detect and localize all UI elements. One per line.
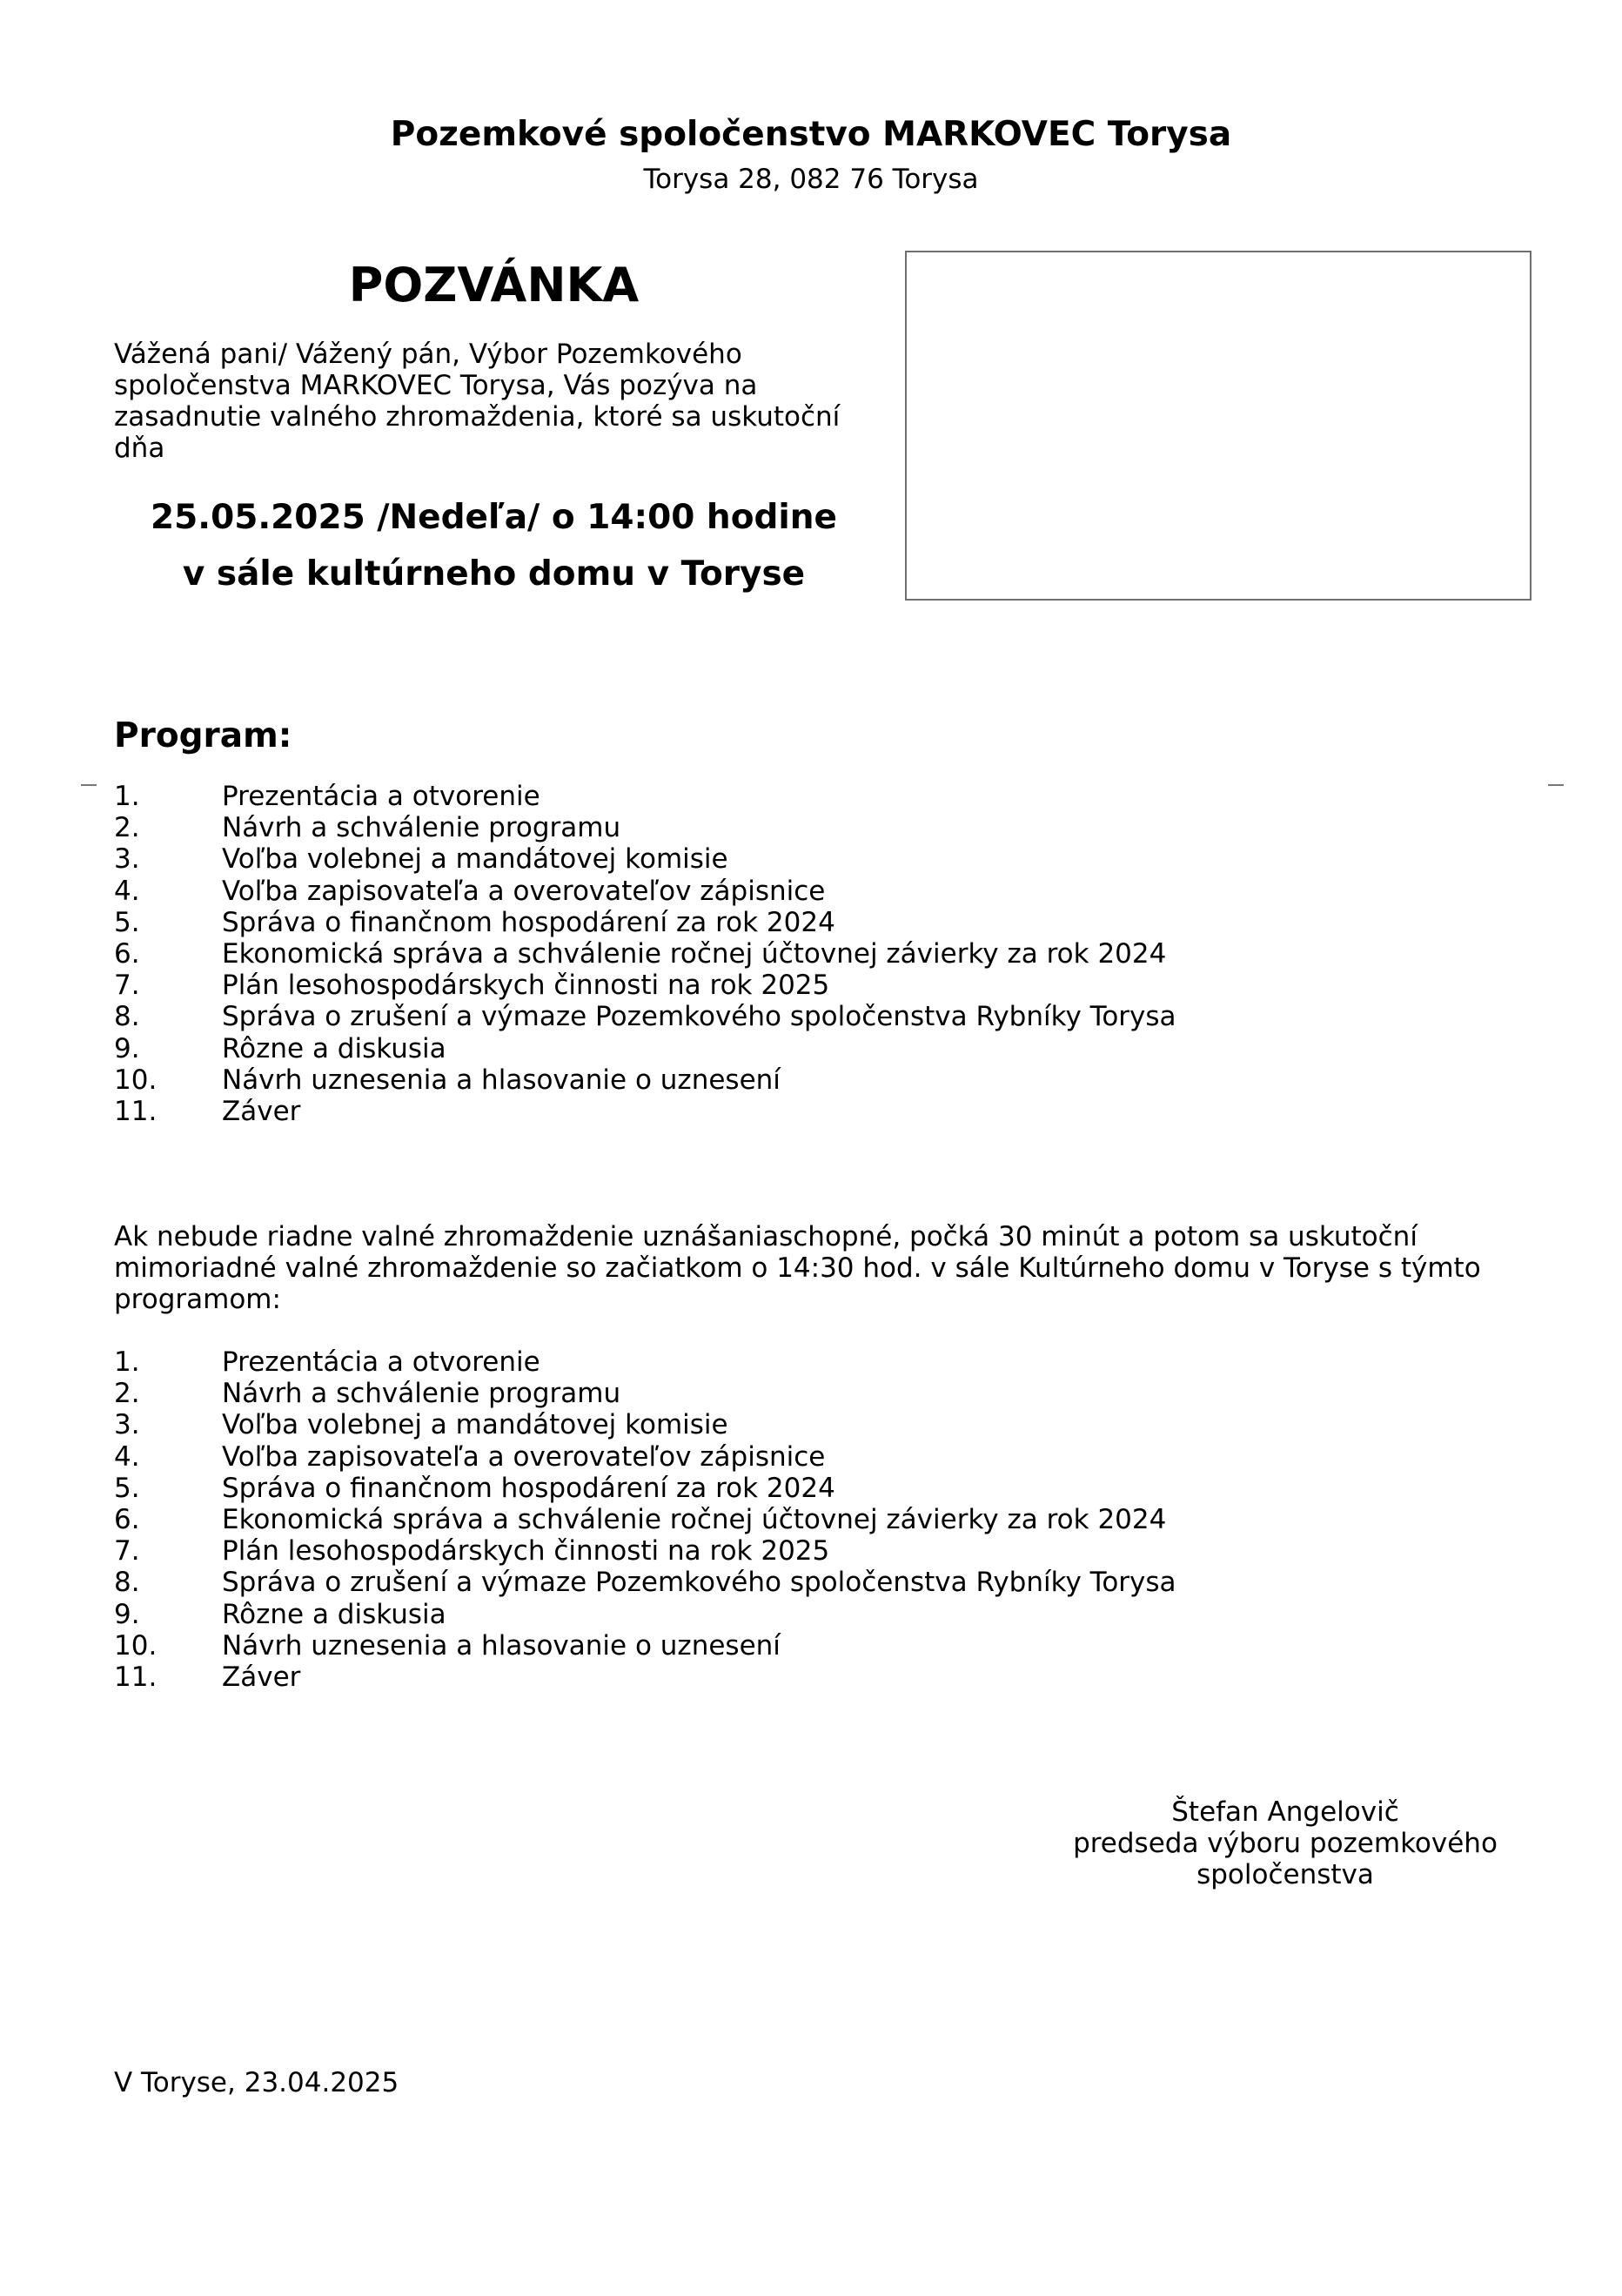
program-item-number: 9. [114,1598,140,1630]
program-item-text: Správa o finančnom hospodárení za rok 2024 [222,1472,835,1504]
program-item-text: Voľba volebnej a mandátovej komisie [222,1409,728,1441]
event-location: v sále kultúrneho domu v Toryse [182,554,806,594]
program-item [114,1535,1524,1567]
program-item [114,907,1524,938]
program-item-number: 1. [114,781,140,812]
signatory-name: Štefan Angelovič [1171,1796,1399,1828]
program-item [114,781,1524,812]
program-item [114,1064,1524,1096]
program-item [114,1346,1524,1378]
program-item-number: 3. [114,1409,140,1441]
fold-mark-left [81,784,97,786]
program-item [114,970,1524,1001]
program-item-text: Návrh uznesenia a hlasovanie o uznesení [222,1629,781,1662]
program-item-number: 9. [114,1032,140,1064]
program-item [114,938,1524,970]
program-item [114,1662,1524,1693]
program-item-number: 6. [114,1503,140,1535]
program-list [114,781,1524,1127]
program-item-text: Plán lesohospodárskych činnosti na rok 2025 [222,1535,830,1568]
program-item [114,812,1524,843]
program-item-text: Správa o zrušení a výmaze Pozemkového spoločenstva Rybníky Torysa [222,1001,1176,1033]
alternative-program-list [114,1346,1524,1693]
program-item-text: Prezentácia a otvorenie [222,781,540,812]
invitation-title: POZVÁNKA [348,258,640,312]
program-heading: Program: [114,716,292,755]
program-item [114,1599,1524,1630]
program-item-number: 8. [114,1001,140,1033]
program-item-number: 10. [114,1064,158,1096]
program-item [114,843,1524,875]
program-item-text: Rôzne a diskusia [222,1598,446,1630]
organization-name: Pozemkové spoločenstvo MARKOVEC Torysa [390,115,1232,154]
program-item-text: Voľba zapisovateľa a overovateľov zápisnice [222,875,826,907]
program-item-number: 4. [114,875,140,907]
program-item-number: 1. [114,1346,140,1378]
program-item [114,1504,1524,1535]
program-item-text: Plán lesohospodárskych činnosti na rok 2025 [222,970,830,1002]
program-item-number: 6. [114,937,140,970]
program-item-text: Voľba volebnej a mandátovej komisie [222,843,728,876]
fold-mark-right [1548,784,1564,786]
program-item-number: 3. [114,843,140,876]
program-item-text: Rôzne a diskusia [222,1032,446,1064]
program-item-number: 4. [114,1440,140,1473]
program-item-text: Voľba zapisovateľa a overovateľov zápisnice [222,1440,826,1473]
program-item [114,1630,1524,1662]
image-placeholder-box [905,251,1532,601]
program-item-text: Správa o finančnom hospodárení za rok 2024 [222,906,835,938]
program-item-number: 11. [114,1661,158,1693]
program-item-number: 5. [114,1472,140,1504]
program-item-number: 2. [114,1378,140,1410]
program-item-text: Správa o zrušení a výmaze Pozemkového spoločenstva Rybníky Torysa [222,1567,1176,1599]
program-item-text: Prezentácia a otvorenie [222,1346,540,1378]
program-item-number: 10. [114,1629,158,1662]
program-item [114,1409,1524,1440]
program-item-text: Návrh a schválenie programu [222,1378,621,1410]
program-item [114,1441,1524,1473]
program-item-number: 8. [114,1567,140,1599]
invitation-greeting: Vážená pani/ Vážený pán, Výbor Pozemkového spoločenstva MARKOVEC Torysa, Vás pozýva na zasadnutie valného zhromaždenia, ktoré sa uskutoční dňa [114,339,841,464]
program-item-text: Záver [222,1661,301,1693]
program-item-text: Ekonomická správa a schválenie ročnej účtovnej závierky za rok 2024 [222,1503,1167,1535]
program-item-number: 7. [114,970,140,1002]
program-item [114,1567,1524,1598]
alternative-meeting-paragraph: Ak nebude riadne valné zhromaždenie uznášaniaschopné, počká 30 minút a potom sa uskutoční mimoriadné valné zhromaždenie so začiatkom o 14:30 hod. v sále Kultúrneho domu v Toryse s týmto programom: [114,1221,1481,1316]
place-and-date: V Toryse, 23.04.2025 [114,2067,399,2098]
program-item-text: Návrh uznesenia a hlasovanie o uznesení [222,1064,781,1096]
program-item-text: Návrh a schválenie programu [222,812,621,844]
program-item [114,1096,1524,1127]
program-item [114,1378,1524,1409]
organization-address: Torysa 28, 082 76 Torysa [643,164,979,195]
signatory-role: predseda výboru pozemkového spoločenstva [1073,1828,1498,1891]
program-item-number: 7. [114,1535,140,1568]
program-item-text: Ekonomická správa a schválenie ročnej účtovnej závierky za rok 2024 [222,937,1167,970]
program-item-number: 11. [114,1095,158,1127]
program-item-number: 2. [114,812,140,844]
program-item-number: 5. [114,906,140,938]
program-item [114,876,1524,907]
program-item [114,1033,1524,1064]
program-item-text: Záver [222,1095,301,1127]
program-item [114,1473,1524,1504]
event-date-time: 25.05.2025 /Nedeľa/ o 14:00 hodine [151,498,837,537]
program-item [114,1001,1524,1032]
